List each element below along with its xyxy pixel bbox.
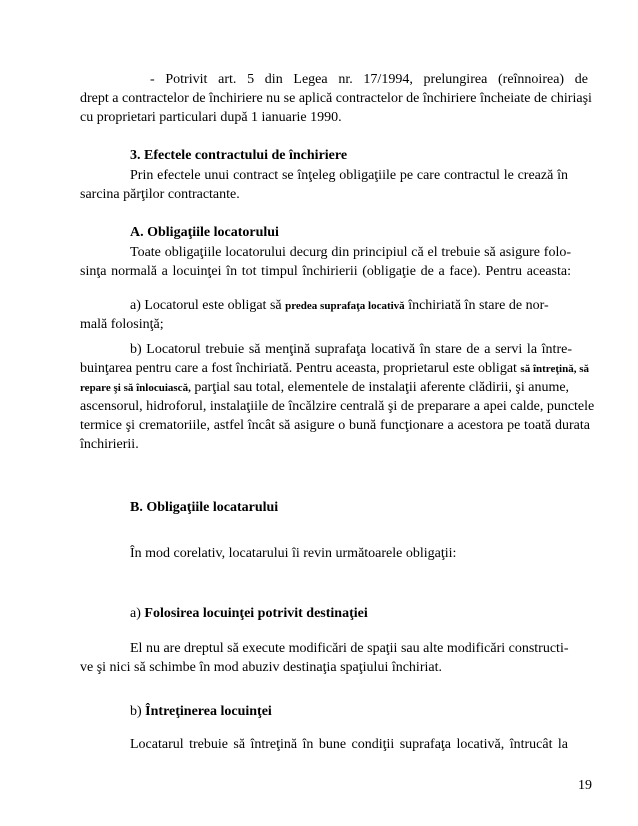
item-a-text-post: închiriată în stare de nor- xyxy=(404,298,549,313)
sub-a-heading-line xyxy=(130,604,638,623)
item-a-text-bold: predea suprafaţa locativă xyxy=(285,300,405,312)
intro-line-1: - Potrivit art. 5 din Legea nr. 17/1994, prelungirea (reînnoirea) de xyxy=(150,72,588,87)
sub-b-label: b) xyxy=(130,704,146,719)
section-3-para-line-1: Prin efectele unui contract se înţeleg obligaţiile pe care contractul le crează în xyxy=(130,168,568,183)
section-b-heading: B. Obligaţiile locatarului xyxy=(130,500,279,515)
item-b-line-6: închirierii. xyxy=(80,437,139,452)
item-b-line-1: b) Locatorul trebuie să menţină suprafaţa locativă în stare de a servi la între- xyxy=(130,342,572,357)
section-a-para-line-2: sinţa normală a locuinţei în tot timpul închirierii (obligaţie de a face). Pentru aceasta: xyxy=(80,264,571,279)
section-a-para-line-1: Toate obligaţiile locatorului decurg din principiul că el trebuie să asigure folo- xyxy=(130,245,571,260)
item-a-text-pre: a) Locatorul este obligat să xyxy=(130,298,286,313)
item-b-line-4: ascensorul, hidroforul, instalaţiile de încălzire centrală şi de preparare a apei calde, punctele xyxy=(80,399,595,414)
sub-a-label: a) xyxy=(130,606,145,621)
item-b-line-2-bold: să întreţină, să xyxy=(520,363,589,375)
item-a-line-2: mală folosinţă; xyxy=(80,317,164,332)
sub-a-line-1: El nu are dreptul să execute modificări de spaţii sau alte modificări constructi- xyxy=(130,641,569,656)
sub-b-heading: Întreţinerea locuinţei xyxy=(145,704,272,719)
sub-a-heading: Folosirea locuinţei potrivit destinaţiei xyxy=(144,606,368,621)
item-b-line-3 xyxy=(80,378,588,398)
item-b-line-5: termice şi crematoriile, astfel încât să asigure o bună funcţionare a acestora pe toată durata xyxy=(80,418,590,433)
sub-a-line-2: ve şi nici să schimbe în mod abuziv destinaţia spaţiului închiriat. xyxy=(80,660,442,675)
intro-line-2: drept a contractelor de închiriere nu se aplică contractelor de închiriere încheiate de chiriaşi xyxy=(80,91,592,106)
intro-line-3: cu proprietari particulari după 1 ianuarie 1990. xyxy=(80,110,342,125)
section-3-para-line-2: sarcina părţilor contractante. xyxy=(80,187,240,202)
item-b-line-2-pre: buinţarea pentru care a fost închiriată. Pentru aceasta, proprietarul este obligat xyxy=(80,361,521,376)
section-a-heading: A. Obligaţiile locatorului xyxy=(130,225,279,240)
section-3-heading: 3. Efectele contractului de închiriere xyxy=(130,148,348,163)
item-a-line-1 xyxy=(130,296,638,316)
item-b-line-3-post: parţial sau total, elementele de instalaţii aferente clădirii, şi anume, xyxy=(190,380,570,395)
sub-b-line-1: Locatarul trebuie să întreţină în bune condiţii suprafaţa locativă, întrucât la xyxy=(130,737,568,752)
page-number: 19 xyxy=(578,778,592,793)
section-b-intro: În mod corelativ, locatarului îi revin următoarele obligaţii: xyxy=(130,546,457,561)
sub-b-heading-line xyxy=(130,702,638,721)
item-b-line-2 xyxy=(80,359,590,379)
item-b-line-3-bold: repare şi să înlocuiască, xyxy=(80,382,191,394)
